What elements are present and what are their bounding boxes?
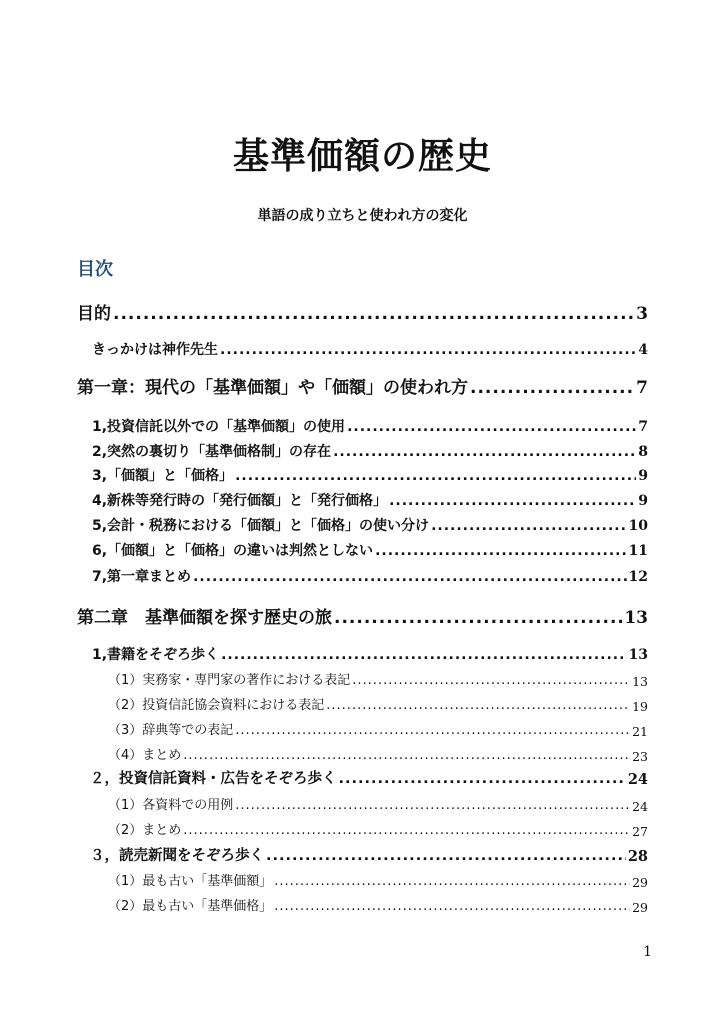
toc-entry[interactable]	[77, 378, 648, 398]
toc-entry-page: 4	[638, 342, 648, 358]
toc-entry-label: 第二章 基準価額を探す歴史の旅	[77, 607, 332, 628]
toc-entry-label: （3）辞典等での表記	[108, 723, 234, 738]
dot-leader	[375, 543, 626, 560]
dot-leader	[235, 723, 630, 739]
toc-entry[interactable]	[92, 342, 648, 359]
toc-entry[interactable]	[77, 608, 648, 628]
dot-leader	[347, 419, 636, 436]
toc-entry[interactable]	[92, 647, 648, 664]
toc-entry[interactable]	[90, 771, 648, 788]
toc-entry[interactable]	[108, 798, 648, 814]
toc-entry-label: ３，読売新聞をそぞろ歩く	[90, 848, 264, 864]
toc-entry-page: 19	[632, 698, 648, 714]
toc-entry-page: 12	[628, 569, 648, 585]
dot-leader	[431, 518, 626, 535]
toc-entry-label: 4,新株等発行時の「発行価額」と「発行価格」	[92, 493, 388, 509]
toc-entry-page: 7	[638, 419, 648, 435]
toc-entry-label: 2,突然の裏切り「基準価格制」の存在	[92, 444, 332, 460]
dot-leader	[333, 444, 636, 461]
toc-entry-label: 1,投資信託以外での「基準価額」の使用	[92, 419, 346, 435]
dot-leader	[274, 874, 630, 890]
dot-leader	[221, 647, 626, 664]
dot-leader	[352, 673, 630, 689]
toc-entry-page: 13	[632, 673, 648, 689]
toc-entry-label: （1）最も古い「基準価額」	[108, 874, 273, 889]
toc-entry-label: 6,「価額」と「価格」の違いは判然としない	[92, 543, 374, 559]
toc-entry-label: （1）実務家・専門家の著作における表記	[108, 673, 351, 688]
toc-entry-page: 23	[632, 748, 648, 764]
toc-entry-label: （2）投資信託協会資料における表記	[108, 698, 325, 713]
toc-entry-page: 24	[627, 771, 648, 788]
toc-entry-label: 目的	[77, 303, 111, 324]
toc-entry-label: 1,書籍をそぞろ歩く	[92, 647, 220, 663]
toc-entry[interactable]	[77, 304, 648, 324]
toc-entry-label: （1）各資料での用例	[108, 798, 234, 813]
dot-leader	[235, 468, 636, 485]
toc-entry-page: 11	[628, 543, 648, 559]
toc-entry-page: 9	[638, 468, 648, 484]
toc-entry[interactable]	[92, 518, 648, 535]
toc-entry-label: 3,「価額」と「価格」	[92, 468, 234, 484]
toc-entry-page: 29	[632, 899, 648, 915]
dot-leader	[274, 899, 630, 915]
toc-entry-label: 第一章：現代の「基準価額」や「価額」の使われ方	[77, 377, 468, 398]
toc-entry[interactable]	[108, 748, 648, 764]
toc-entry[interactable]	[108, 698, 648, 714]
toc-entry-label: きっかけは神作先生	[92, 342, 218, 358]
toc-entry-page: 29	[632, 874, 648, 890]
dot-leader	[220, 342, 636, 359]
toc-entry[interactable]	[92, 468, 648, 485]
toc-entry-page: 28	[627, 848, 648, 865]
dot-leader	[113, 304, 634, 324]
toc-entry[interactable]	[90, 848, 648, 865]
dot-leader	[326, 698, 630, 714]
toc-entry[interactable]	[108, 874, 648, 890]
dot-leader	[266, 848, 626, 865]
toc-entry-label: 7,第一章まとめ	[92, 569, 192, 585]
toc-entry-label: ２，投資信託資料・広告をそぞろ歩く	[90, 771, 337, 787]
dot-leader	[334, 608, 622, 628]
document-subtitle: 単語の成り立ちと使われ方の変化	[257, 208, 468, 224]
toc-entry-label: 5,会計・税務における「価額」と「価格」の使い分け	[92, 518, 430, 534]
dot-leader	[389, 493, 636, 510]
toc-entry-page: 13	[624, 607, 648, 628]
toc-entry-label: （2）まとめ	[108, 823, 182, 838]
toc-entry[interactable]	[108, 673, 648, 689]
dot-leader	[183, 748, 630, 764]
toc-entry[interactable]	[92, 569, 648, 586]
toc-entry[interactable]	[92, 543, 648, 560]
document-title: 基準価額の歴史	[232, 136, 492, 177]
toc-entry-page: 24	[632, 798, 648, 814]
toc-entry[interactable]	[92, 493, 648, 510]
toc-entry[interactable]	[108, 899, 648, 915]
toc-entry[interactable]	[92, 419, 648, 436]
toc-entry-page: 9	[638, 493, 648, 509]
dot-leader	[235, 798, 630, 814]
toc-entry-page: 7	[636, 377, 648, 398]
toc-entry-page: 27	[632, 823, 648, 839]
toc-entry-page: 21	[632, 723, 648, 739]
dot-leader	[193, 569, 626, 586]
toc-entry-page: 13	[628, 647, 648, 663]
dot-leader	[470, 378, 634, 398]
toc-entry-label: （2）最も古い「基準価格」	[108, 899, 273, 914]
toc-entry-label: （4）まとめ	[108, 748, 182, 763]
dot-leader	[339, 771, 626, 788]
page-number: 1	[643, 944, 652, 960]
toc-entry-page: 10	[628, 518, 648, 534]
dot-leader	[183, 823, 630, 839]
toc-entry-page: 8	[638, 444, 648, 460]
toc-entry-page: 3	[636, 303, 648, 324]
toc-heading: 目次	[77, 259, 113, 280]
toc-entry[interactable]	[108, 823, 648, 839]
toc-entry[interactable]	[92, 444, 648, 461]
toc-entry[interactable]	[108, 723, 648, 739]
